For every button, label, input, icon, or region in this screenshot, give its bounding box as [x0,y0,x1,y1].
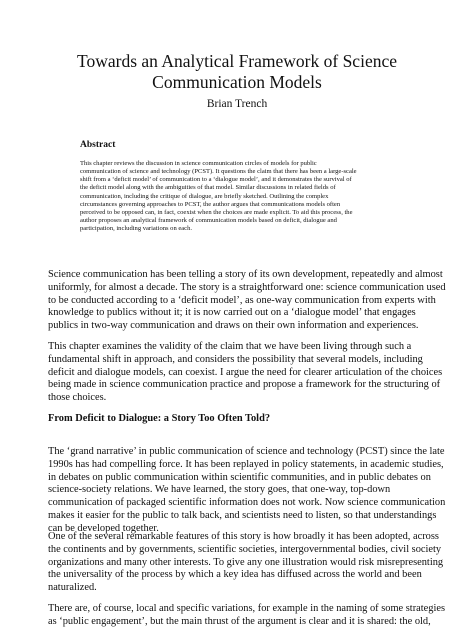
abstract-heading: Abstract [80,140,116,150]
paragraph-line: organizations and many other interests. To give any one illustration would risk misrepresenting [48,556,444,568]
paragraph-line: 1990s has had compelling force. It has been replayed in policy statements, in academic studies, [48,458,444,470]
paragraph-line: This chapter examines the validity of the claim that we have been living through such a [48,341,412,352]
paragraph-line: makes it easier for the public to talk back, and scientists need to listen, so that understandings [48,509,437,521]
paragraph-line: One of the several remarkable features of this story is how broadly it has been adopted, across [48,531,439,542]
abstract-body [80,160,400,233]
paragraph-line: as ‘public engagement’, but the main thrust of the argument is clear and it is shared: the old, [48,615,431,627]
abstract-line: communication, including the critique of dialogue, are briefly sketched. Outlining the complex [80,192,329,200]
paragraph-line: Science communication has been telling a story of its own development, repeatedly and almost [48,269,443,280]
abstract-line: the deficit model along with the ambiguities of that model. Similar discussions in related fields of [80,184,336,192]
body-paragraph-4 [48,531,444,595]
paragraph-line: publics in two-way communication and draws on their own information and experiences. [48,320,419,332]
author-name: Brian Trench [206,98,268,110]
paragraph-line: The ‘grand narrative’ in public communication of science and technology (PCST) since the late [48,446,445,457]
paragraph-line: naturalized. [48,582,97,594]
paragraph-line: knowledge to publics without it; it is now carried out on a ‘dialogue model’ that engages [48,307,416,319]
title-line: Communication Models [152,72,322,92]
abstract-line: shift from a ‘deficit model’ of communication to a ‘dialogue model’, and it demonstrates the survival of [80,176,352,184]
paper-title [40,51,434,93]
paragraph-line: being made in science communication practice and propose a framework for the structuring of [48,379,441,391]
paragraph-line: There are, of course, local and specific variations, for example in the naming of some strategies [48,603,446,614]
paragraph-line: uniformly, for almost a decade. The story is a straightforward one: science communication used [48,281,446,293]
paragraph-line: fundamental shift in approach, and considers the possibility that several models, including [48,353,423,365]
paragraph-line: the universality of the process by which a key idea has diffused across the world and been [48,569,422,581]
abstract-line: perceived to be opposed can, in fact, coexist when the choices are made explicit. To aid this process, the [80,208,353,216]
abstract-line: participation, including variations on each. [80,225,192,233]
body-paragraph-1 [48,269,446,333]
abstract-line: This chapter reviews the discussion in science communication circles of models for public [80,160,317,167]
body-paragraph-5 [48,603,446,629]
paragraph-line: in debates on public communication within scientific communities, and in public debates on [48,471,431,483]
abstract-line: circumstances governing approaches to PCST, the author argues that communications models often [80,200,341,208]
paragraph-line: science-society relations. We have learned, the story goes, that one-way, top-down [48,484,391,496]
paragraph-line: those choices. [48,392,107,404]
paragraph-line: communication of packaged scientific information does not work. Now science communication [48,497,446,509]
paragraph-line: can be developed together. [48,522,159,534]
section-heading: From Deficit to Dialogue: a Story Too Often Told? [48,413,271,424]
paragraph-line: to be conducted according to a ‘deficit model’, as one-way communication from experts with [48,294,436,306]
paragraph-line: deficit and dialogue models, can coexist. I argue the need for clearer articulation of the choices [48,366,443,378]
paragraph-line: the continents and by governments, scientific societies, intergovernmental bodies, civil society [48,543,442,555]
title-line: Towards an Analytical Framework of Science [77,51,397,71]
abstract-line: author proposes an analytical framework of communication models based on deficit, dialogue and [80,217,337,225]
body-paragraph-3 [48,446,446,536]
body-paragraph-2 [48,341,443,405]
abstract-line: communication of science and technology (PCST). It questions the claim that there has been a large-scale [80,168,357,176]
